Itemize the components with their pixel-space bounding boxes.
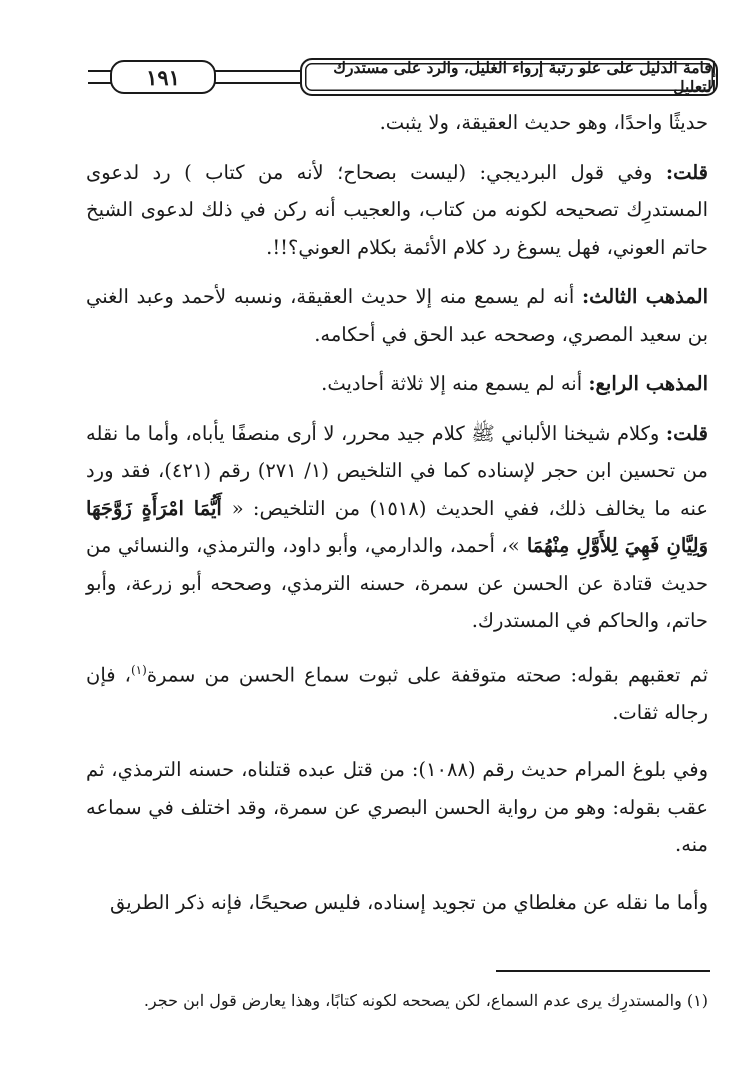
paragraph-7: وفي بلوغ المرام حديث رقم (١٠٨٨): من قتل عبده قتلناه، حسنه الترمذي، ثم عقب بقوله: وهو من رواية الحسن البصري عن سمرة، وقد اختلف في سماعه منه.	[86, 758, 709, 856]
paragraph-2: قلت: وفي قول البرديجي: (ليست بصحاح؛ لأنه من كتاب ) رد لدعوى المستدرِك تصحيحه لكونه من كتاب، والعجيب أنه ركن في ذلك لدعوى الشيخ حاتم العوني، فهل يسوغ رد كلام الأئمة بكلام العوني؟!!.	[86, 160, 708, 259]
hadith-text: أَيُّمَا امْرَأَةٍ زَوَّجَهَا وَلِيَّانِ فَهِيَ لِلأَوَّلِ مِنْهُمَا	[86, 496, 709, 557]
running-header	[88, 56, 718, 102]
footnote-ref: (١)	[130, 662, 147, 677]
paragraph-6: ثم تعقبهم بقوله: صحته متوقفة على ثبوت سماع الحسن من سمرة$^{(١)}$، فإن رجاله ثقات.	[86, 662, 708, 724]
running-title: إقامة الدليل على علو رتبة إرواء الغليل، والرد على مستدرك التعليل	[300, 58, 718, 96]
page-number: ١٩١	[110, 60, 216, 94]
qultu-label: قلت:	[665, 160, 708, 184]
paragraph-8: وأما ما نقله عن مغلطاي من تجويد إسناده، فليس صحيحًا، فإنه ذكر الطريق	[109, 890, 708, 914]
paragraph-1: حديثًا واحدًا، وهو حديث العقيقة، ولا يثبت.	[379, 111, 708, 134]
third-opinion-label: المذهب الثالث:	[581, 285, 709, 308]
paragraph-5: قلت: وكلام شيخنا الألباني ﷺ كلام جيد محرر، لا أرى منصفًا يأباه، وأما ما نقله من تحسين ابن حجر لإسناده كما في التلخيص (١/ ٢٧١) رقم (٤٢١)، فقد ورد عنه ما يخالف ذلك، ففي الحديث (١٥١٨) من التلخيص: « أَيُّمَا امْرَأَةٍ زَوَّجَهَا وَلِيَّانِ فَهِيَ لِلأَوَّلِ مِنْهُمَا »، أحمد، والدارمي، وأبو داود، والترمذي، والنسائي من حديث قتادة عن الحسن عن سمرة، حسنه الترمذي، وصححه أبو زرعة، وأبو حاتم، والحاكم في المستدرك.	[86, 421, 709, 632]
footnote: (١) والمستدرِك يرى عدم السماع، لكن يصححه لكونه كتابًا، وهذا يعارض قول ابن حجر.	[143, 991, 708, 1010]
qultu-label: قلت:	[665, 421, 708, 445]
paragraph-3: المذهب الثالث: أنه لم يسمع منه إلا حديث العقيقة، ونسبه لأحمد وعبد الغني بن سعيد المصري، وصححه عبد الحق في أحكامه.	[86, 285, 709, 346]
paragraph-4: المذهب الرابع: أنه لم يسمع منه إلا ثلاثة أحاديث.	[321, 372, 708, 395]
fourth-opinion-label: المذهب الرابع:	[588, 372, 708, 395]
footnote-separator	[496, 970, 710, 972]
page-body	[86, 104, 708, 921]
